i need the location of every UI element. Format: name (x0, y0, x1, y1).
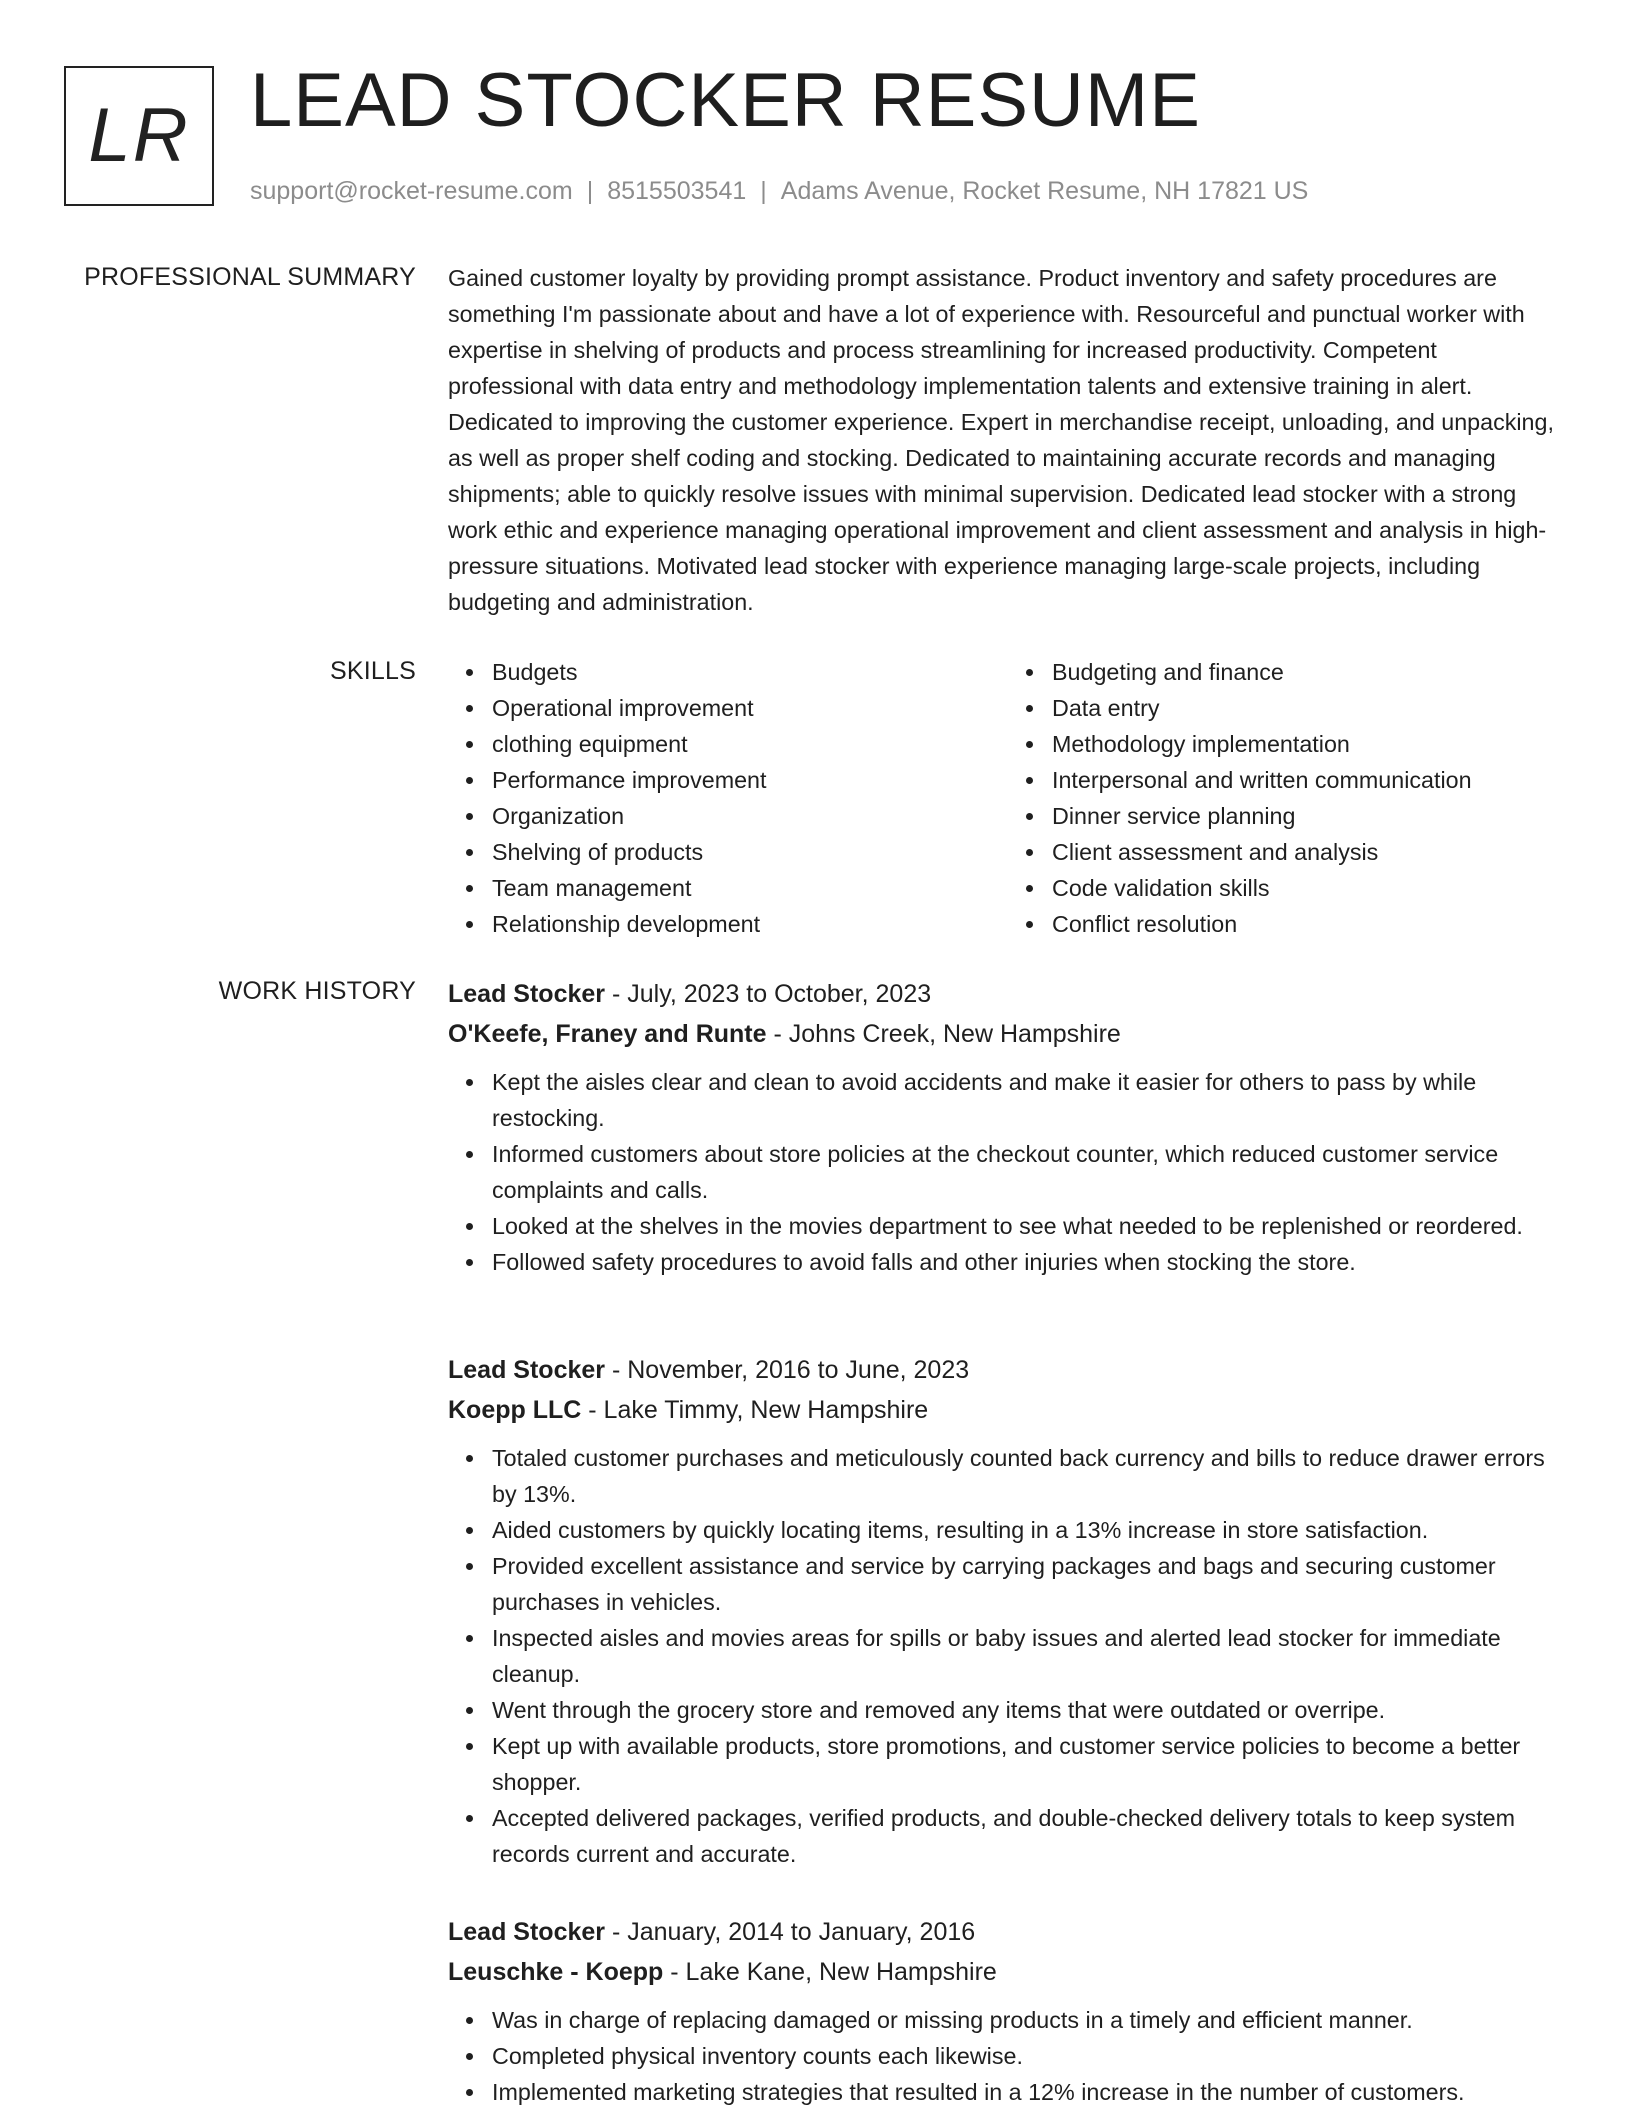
skill-item: Operational improvement (492, 690, 1008, 726)
section-heading-skills: SKILLS (330, 657, 416, 685)
contact-email[interactable]: support@rocket-resume.com (250, 177, 573, 205)
job-bullet: Provided excellent assistance and service by carrying packages and bags and securing customer purchases in vehicles. (492, 1548, 1568, 1620)
section-heading-summary: PROFESSIONAL SUMMARY (84, 263, 416, 291)
skills-columns (448, 654, 1568, 942)
skill-item: clothing equipment (492, 726, 1008, 762)
job-entry (448, 1350, 1568, 1872)
skill-item: Conflict resolution (1052, 906, 1568, 942)
skills-list-right (1008, 654, 1568, 942)
job-company: Leuschke - Koepp (448, 1958, 664, 1986)
job-bullet-list (448, 1440, 1568, 1872)
skill-item: Organization (492, 798, 1008, 834)
contact-line (250, 174, 1308, 208)
skill-item: Code validation skills (1052, 870, 1568, 906)
job-entry (448, 1912, 1568, 2110)
job-bullet: Accepted delivered packages, verified products, and double-checked delivery totals to keep system records current and accurate. (492, 1800, 1568, 1872)
skill-item: Client assessment and analysis (1052, 834, 1568, 870)
job-bullet: Aided customers by quickly locating items, resulting in a 13% increase in store satisfaction. (492, 1512, 1568, 1548)
job-bullet: Inspected aisles and movies areas for spills or baby issues and alerted lead stocker for immediate cleanup. (492, 1620, 1568, 1692)
job-title: Lead Stocker (448, 980, 606, 1008)
skill-item: Performance improvement (492, 762, 1008, 798)
skill-item: Budgeting and finance (1052, 654, 1568, 690)
job-dates: - July, 2023 to October, 2023 (605, 980, 932, 1008)
section-heading-work-history: WORK HISTORY (218, 977, 416, 1005)
skill-item: Methodology implementation (1052, 726, 1568, 762)
monogram-initials: LR (88, 93, 190, 178)
job-dates: - November, 2016 to June, 2023 (605, 1356, 970, 1384)
skill-item: Data entry (1052, 690, 1568, 726)
job-company: Koepp LLC (448, 1396, 582, 1424)
job-company-line (448, 1390, 1568, 1430)
contact-phone[interactable]: 8515503541 (607, 177, 747, 205)
skill-item: Team management (492, 870, 1008, 906)
monogram-logo (64, 66, 214, 206)
skill-item: Relationship development (492, 906, 1008, 942)
contact-separator: | (760, 177, 767, 205)
summary-text: Gained customer loyalty by providing prompt assistance. Product inventory and safety procedures are something I'm passionate about and have a lot of experience with. Resourceful and punctual worker with expertise in shelving of products and process streamlining for increased productivity. Competent professional with data entry and methodology implementation talents and extensive training in alert. Dedicated to improving the customer experience. Expert in merchandise receipt, unloading, and unpacking, as well as proper shelf coding and stocking. Dedicated to maintaining accurate records and managing shipments; able to quickly resolve issues with minimal supervision. Dedicated lead stocker with a strong work ethic and experience managing operational improvement and client assessment and analysis in high-pressure situations. Motivated lead stocker with experience managing large-scale projects, including budgeting and administration. (448, 265, 1554, 615)
job-bullet: Followed safety procedures to avoid falls and other injuries when stocking the store. (492, 1244, 1568, 1280)
job-bullet: Totaled customer purchases and meticulously counted back currency and bills to reduce drawer errors by 13%. (492, 1440, 1568, 1512)
skill-item: Budgets (492, 654, 1008, 690)
job-bullet-list (448, 2002, 1568, 2110)
skill-item: Interpersonal and written communication (1052, 762, 1568, 798)
job-bullet: Looked at the shelves in the movies department to see what needed to be replenished or reordered. (492, 1208, 1568, 1244)
resume-title: LEAD STOCKER RESUME (250, 58, 1201, 143)
job-location: - Lake Kane, New Hampshire (663, 1958, 997, 1986)
job-bullet: Kept up with available products, store promotions, and customer service policies to become a better shopper. (492, 1728, 1568, 1800)
skills-list-left (448, 654, 1008, 942)
job-title-line (448, 1350, 1568, 1390)
job-title: Lead Stocker (448, 1356, 606, 1384)
job-title-line (448, 1912, 1568, 1952)
job-title: Lead Stocker (448, 1918, 606, 1946)
job-company: O'Keefe, Franey and Runte (448, 1020, 767, 1048)
job-bullet: Informed customers about store policies at the checkout counter, which reduced customer service complaints and calls. (492, 1136, 1568, 1208)
job-bullet: Completed physical inventory counts each likewise. (492, 2038, 1568, 2074)
job-company-line (448, 1952, 1568, 1992)
skills-body (448, 654, 1568, 942)
job-location: - Johns Creek, New Hampshire (766, 1020, 1121, 1048)
contact-separator: | (586, 177, 594, 205)
job-bullet: Went through the grocery store and removed any items that were outdated or overripe. (492, 1692, 1568, 1728)
job-company-line (448, 1014, 1568, 1054)
job-entry (448, 974, 1568, 1280)
summary-body (448, 260, 1568, 620)
job-bullet: Was in charge of replacing damaged or missing products in a timely and efficient manner. (492, 2002, 1568, 2038)
skill-item: Shelving of products (492, 834, 1008, 870)
job-dates: - January, 2014 to January, 2016 (605, 1918, 976, 1946)
job-bullet: Implemented marketing strategies that resulted in a 12% increase in the number of customers. (492, 2074, 1568, 2110)
job-title-line (448, 974, 1568, 1014)
job-location: - Lake Timmy, New Hampshire (581, 1396, 929, 1424)
job-bullet: Kept the aisles clear and clean to avoid accidents and make it easier for others to pass by while restocking. (492, 1064, 1568, 1136)
contact-address: Adams Avenue, Rocket Resume, NH 17821 US (780, 177, 1309, 205)
skill-item: Dinner service planning (1052, 798, 1568, 834)
job-bullet-list (448, 1064, 1568, 1280)
